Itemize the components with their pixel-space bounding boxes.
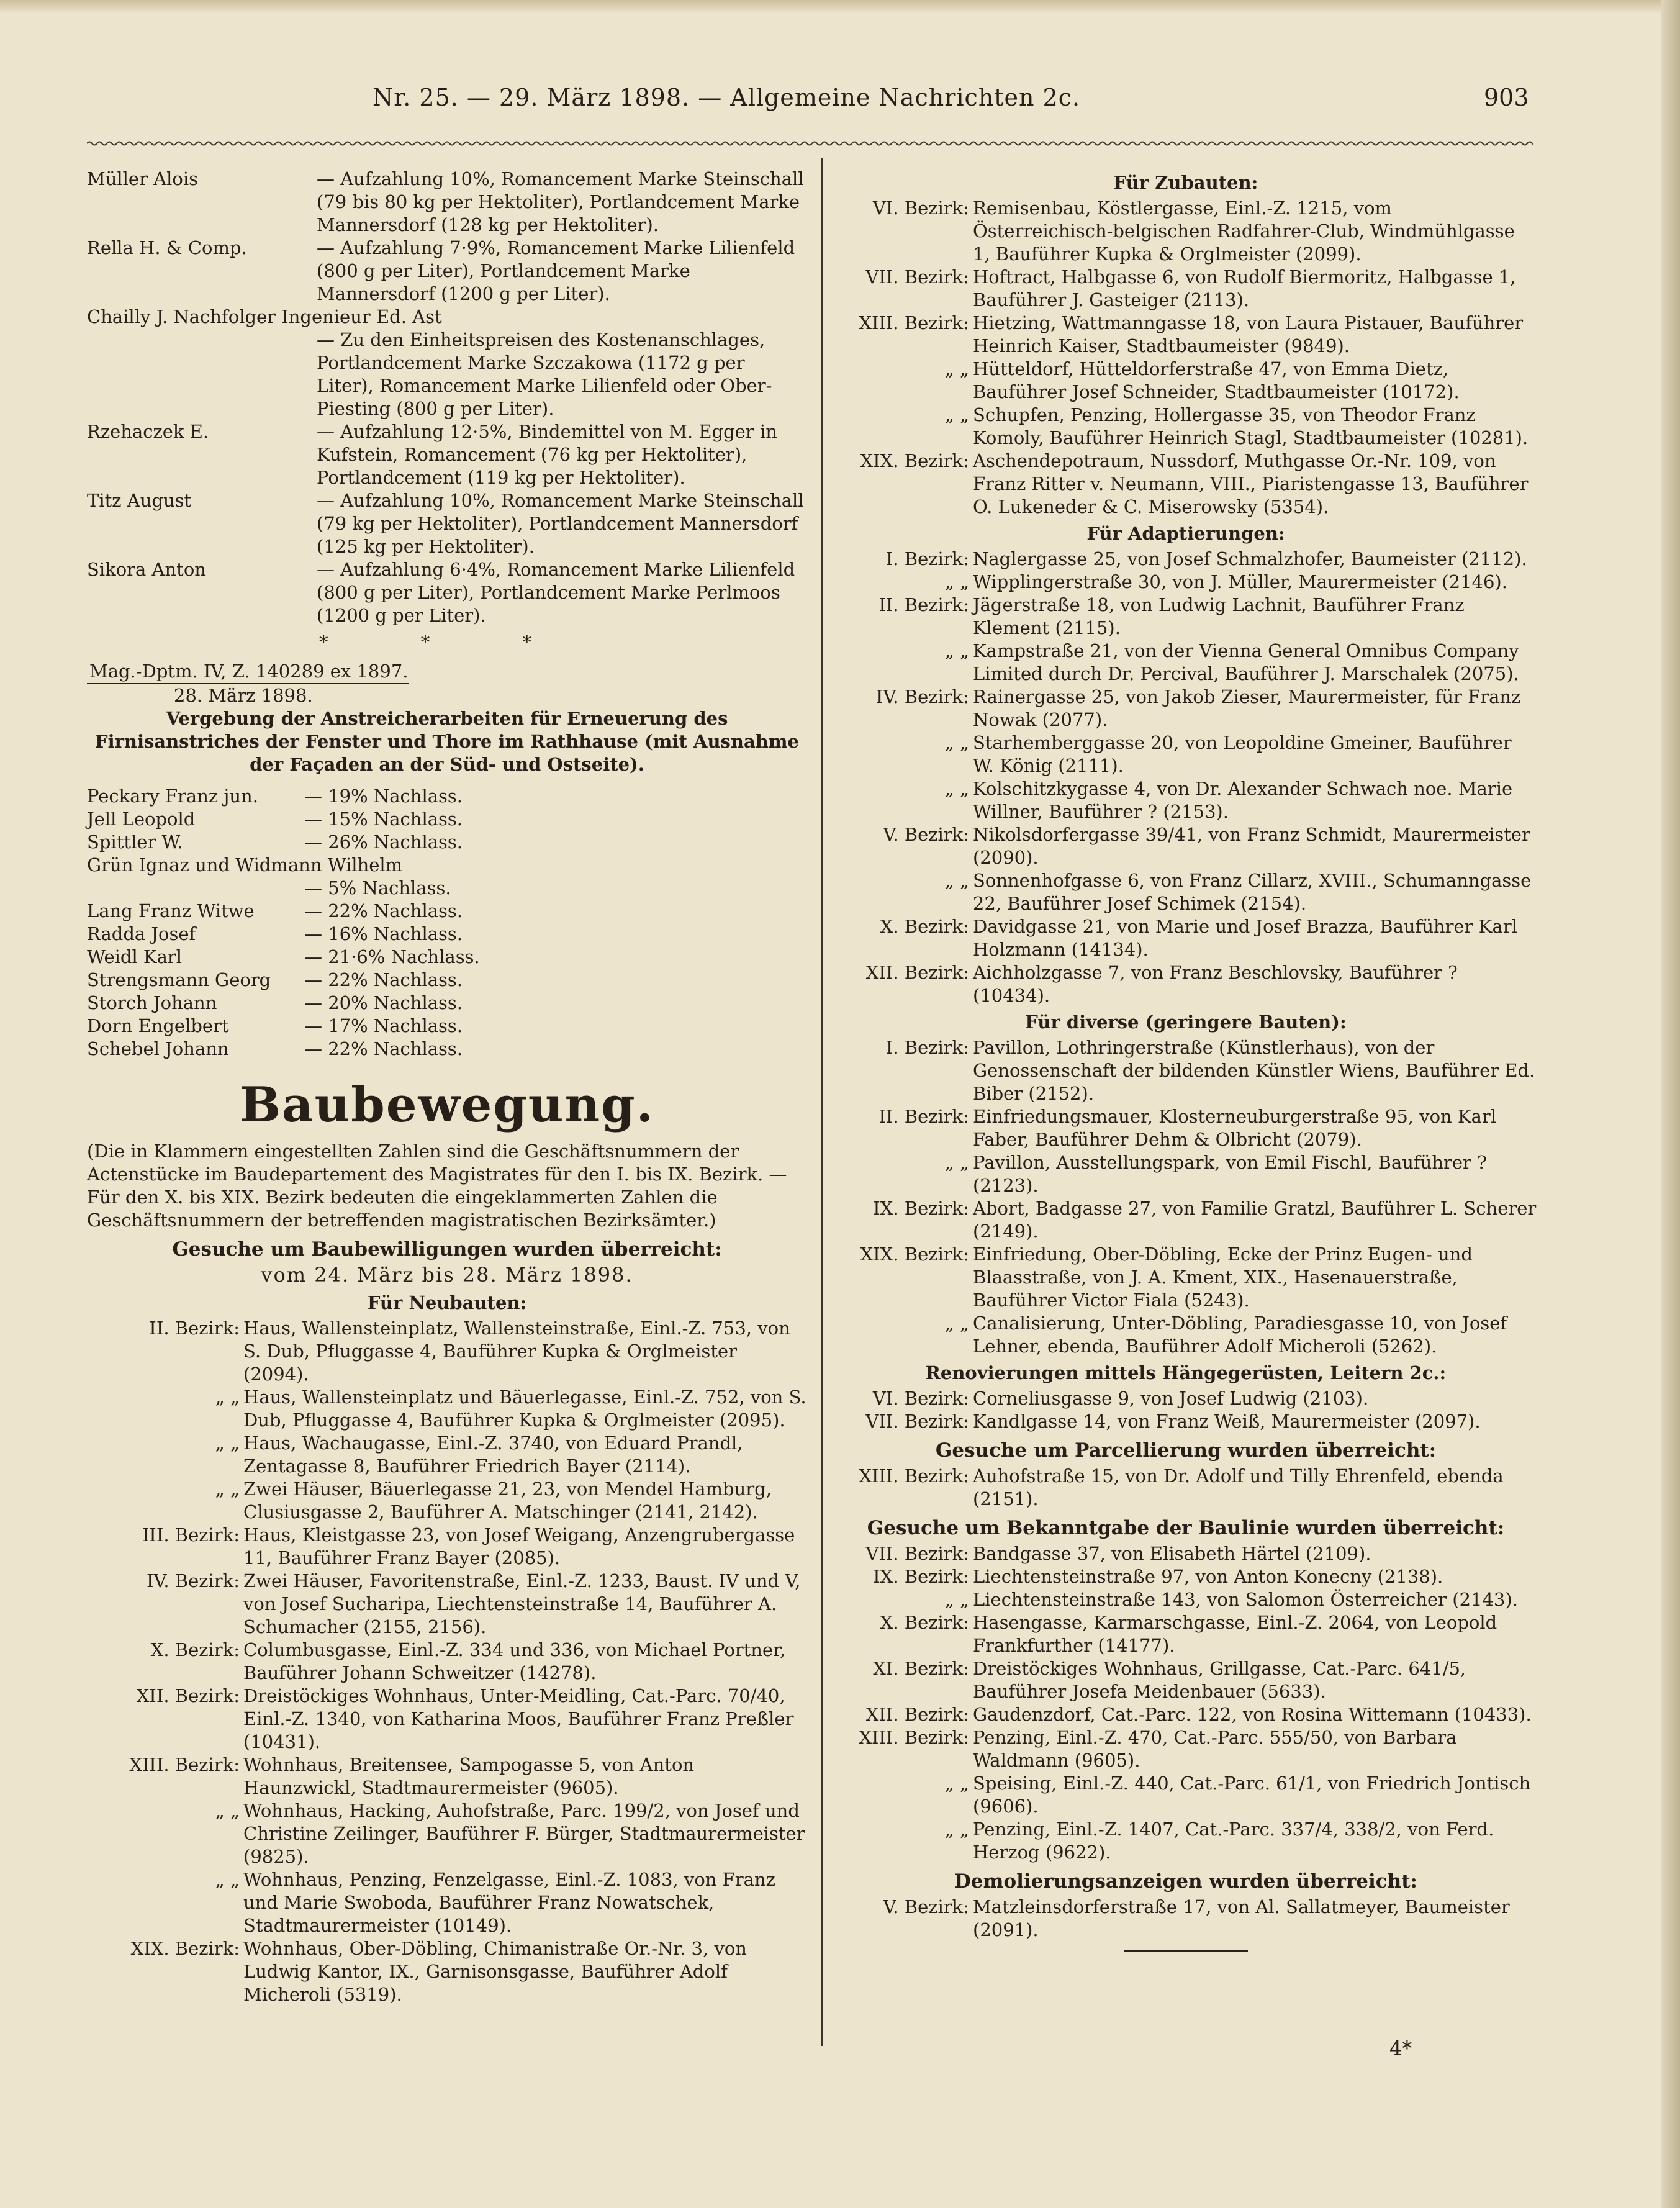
- adaptierungen-list: [835, 548, 1537, 1007]
- vergebung-heading: Vergebung der Anstreicherarbeiten für Erneuerung des Firnisanstriches der Fenster und Thore im Rathhause (mit Ausnahme der Façaden an der Süd- und Ostseite).: [95, 708, 799, 775]
- district-label: „ „: [944, 1313, 969, 1334]
- listing-entry: [835, 640, 1537, 685]
- listing-entry: [835, 312, 1537, 358]
- district-label: „ „: [215, 1478, 240, 1500]
- bid-text: — Aufzahlung 10%, Romancement Marke Steinschall (79 bis 80 kg per Hektoliter), Portlandcement Marke Mannersdorf (128 kg per Hektoliter).: [317, 168, 804, 235]
- listing-text: Hietzing, Wattmanngasse 18, von Laura Pistauer, Bauführer Heinrich Kaiser, Stadtbaumeister (9849).: [973, 312, 1524, 356]
- discount-value: — 22% Nachlass.: [304, 969, 463, 990]
- painter-name: Schebel Johann: [87, 1038, 229, 1059]
- demolierung-list: [835, 1896, 1537, 1942]
- district-label: X. Bezirk:: [150, 1639, 240, 1660]
- district-label: VII. Bezirk:: [865, 1411, 969, 1432]
- discount-entry: [87, 854, 807, 877]
- district-label: I. Bezirk:: [885, 1037, 969, 1058]
- listing-entry: [835, 1465, 1537, 1511]
- district-label: „ „: [944, 358, 969, 379]
- district-label: „ „: [944, 870, 969, 891]
- bidder-name: Müller Alois: [87, 168, 198, 189]
- district-label: XIX. Bezirk:: [130, 1938, 240, 1959]
- header-title: Nr. 25. — 29. März 1898. — Allgemeine Nachrichten 2c.: [373, 84, 1081, 111]
- listing-entry: [835, 450, 1537, 518]
- listing-entry: [835, 571, 1537, 594]
- listing-text: Sonnenhofgasse 6, von Franz Cillarz, XVIII., Schumanngasse 22, Bauführer Josef Schimek (2154).: [973, 870, 1532, 914]
- baubewegung-title: Baubewegung.: [240, 1077, 654, 1133]
- listing-text: Haus, Kleistgasse 23, von Josef Weigang, Anzengrubergasse 11, Bauführer Franz Bayer (2085).: [243, 1524, 795, 1568]
- listing-text: Gaudenzdorf, Cat.-Parc. 122, von Rosina Wittemann (10433).: [973, 1704, 1532, 1725]
- discount-value: — 20% Nachlass.: [304, 992, 463, 1013]
- reference-date: 28. März 1898.: [174, 685, 313, 706]
- bidder-name: Sikora Anton: [87, 559, 206, 580]
- district-label: XIII. Bezirk:: [129, 1754, 240, 1775]
- closing-rule: [1124, 1950, 1248, 1952]
- painter-name: Dorn Engelbert: [87, 1015, 229, 1036]
- listing-text: Rainergasse 25, von Jakob Zieser, Maurermeister, für Franz Nowak (2077).: [973, 686, 1521, 730]
- listing-entry: [87, 1570, 807, 1639]
- listing-entry: [835, 1151, 1537, 1197]
- listing-text: Wohnhaus, Hacking, Auhofstraße, Parc. 199/2, von Josef und Christine Zeilinger, Bauführer F. Bürger, Stadtmaurermeister (9825).: [243, 1800, 805, 1867]
- district-label: „ „: [944, 1152, 969, 1173]
- district-label: VII. Bezirk:: [865, 1543, 969, 1564]
- listing-text: Matzleinsdorferstraße 17, von Al. Sallatmeyer, Baumeister (2091).: [973, 1896, 1510, 1940]
- listing-text: Aschendepotraum, Nussdorf, Muthgasse Or.-Nr. 109, von Franz Ritter v. Neumann, VIII., Piaristengasse 13, Bauführer O. Lukeneder & C. Miserowsky (5354).: [973, 450, 1529, 517]
- listing-entry: [87, 1478, 807, 1524]
- listing-text: Wipplingerstraße 30, von J. Müller, Maurermeister (2146).: [973, 571, 1507, 592]
- discount-value: — 19% Nachlass.: [304, 785, 463, 807]
- discount-value: — 21·6% Nachlass.: [304, 946, 480, 967]
- listing-entry: [835, 1896, 1537, 1942]
- zubauten-list: [835, 197, 1537, 518]
- discount-value: — 16% Nachlass.: [304, 923, 463, 944]
- district-label: VI. Bezirk:: [872, 197, 969, 219]
- district-label: V. Bezirk:: [883, 824, 969, 845]
- parcellierung-heading: Gesuche um Parcellierung wurden überreicht:: [935, 1439, 1437, 1462]
- discount-entry: [87, 923, 807, 946]
- listing-entry: [835, 197, 1537, 266]
- discount-entry: [87, 946, 807, 969]
- page-top-edge: [0, 0, 1680, 14]
- listing-entry: [87, 1639, 807, 1685]
- listing-entry: [835, 915, 1537, 961]
- bid-text: — Aufzahlung 7·9%, Romancement Marke Lilienfeld (800 g per Liter), Portlandcement Marke Mannersdorf (1200 g per Liter).: [317, 237, 795, 304]
- listing-text: Kolschitzkygasse 4, von Dr. Alexander Schwach noe. Marie Willner, Bauführer ? (2153).: [973, 778, 1513, 822]
- discount-entry: [87, 1015, 807, 1038]
- painter-name: Radda Josef: [87, 923, 196, 944]
- listing-text: Kandlgasse 14, von Franz Weiß, Maurermeister (2097).: [973, 1411, 1481, 1432]
- listing-entry: [835, 1410, 1537, 1433]
- listing-text: Bandgasse 37, von Elisabeth Härtel (2109).: [973, 1543, 1371, 1564]
- listing-entry: [835, 1542, 1537, 1565]
- discount-entry: [87, 992, 807, 1015]
- listing-text: Schupfen, Penzing, Hollergasse 35, von Theodor Franz Komoly, Bauführer Heinrich Stagl, Stadtbaumeister (10281).: [973, 404, 1529, 448]
- listing-entry: [835, 266, 1537, 312]
- listing-text: Aichholzgasse 7, von Franz Beschlovsky, Bauführer ? (10434).: [973, 962, 1458, 1006]
- bid-text: — Aufzahlung 6·4%, Romancement Marke Lilienfeld (800 g per Liter), Portlandcement Marke Perlmoos (1200 g per Liter).: [317, 559, 795, 626]
- district-label: XIII. Bezirk:: [859, 1465, 969, 1486]
- listing-entry: [835, 404, 1537, 450]
- listing-entry: [835, 1588, 1537, 1611]
- district-label: II. Bezirk:: [149, 1318, 240, 1339]
- listing-text: Dreistöckiges Wohnhaus, Grillgasse, Cat.-Parc. 641/5, Bauführer Josefa Meidenbauer (5633).: [973, 1658, 1466, 1702]
- district-label: „ „: [215, 1387, 240, 1408]
- painter-name: Strengsmann Georg: [87, 969, 271, 990]
- discount-value: — 22% Nachlass.: [304, 900, 463, 921]
- listing-entry: [87, 1386, 807, 1432]
- listing-entry: [87, 1685, 807, 1753]
- district-label: „ „: [944, 640, 969, 661]
- listing-text: Wohnhaus, Penzing, Fenzelgasse, Einl.-Z. 1083, von Franz und Marie Swoboda, Bauführer Franz Nowatschek, Stadtmaurermeister (10149).: [243, 1869, 775, 1936]
- district-label: XIII. Bezirk:: [859, 312, 969, 333]
- listing-entry: [835, 1243, 1537, 1312]
- listing-text: Liechtensteinstraße 97, von Anton Konecny (2138).: [973, 1566, 1443, 1587]
- district-label: XII. Bezirk:: [865, 962, 969, 983]
- gesuche-heading: Gesuche um Baubewilligungen wurden überreicht:: [172, 1238, 722, 1260]
- district-label: „ „: [944, 1773, 969, 1794]
- district-label: „ „: [944, 404, 969, 425]
- bid-text: — Zu den Einheitspreisen des Kostenanschlages, Portlandcement Marke Szczakowa (1172 g per Liter), Romancement Marke Lilienfeld oder Ober-Piesting (800 g per Liter).: [317, 329, 772, 419]
- listing-text: Speising, Einl.-Z. 440, Cat.-Parc. 61/1, von Friedrich Jontisch (9606).: [973, 1773, 1531, 1817]
- district-label: VII. Bezirk:: [865, 266, 969, 287]
- district-label: „ „: [944, 732, 969, 753]
- discount-entry: [87, 969, 807, 992]
- listing-text: Auhofstraße 15, von Dr. Adolf und Tilly Ehrenfeld, ebenda (2151).: [973, 1465, 1504, 1509]
- discount-entry: [87, 785, 807, 808]
- listing-entry: [835, 869, 1537, 915]
- renovierungen-heading: Renovierungen mittels Hängegerüsten, Leitern 2c.:: [925, 1362, 1447, 1383]
- district-label: „ „: [215, 1800, 240, 1821]
- painter-name: Spittler W.: [87, 831, 183, 853]
- district-label: II. Bezirk:: [878, 1106, 969, 1127]
- neubauten-heading: Für Neubauten:: [367, 1292, 527, 1313]
- listing-entry: [835, 685, 1537, 731]
- listing-text: Kampstraße 21, von der Vienna General Omnibus Company Limited durch Dr. Percival, Bauführer J. Marschalek (2075).: [973, 640, 1519, 684]
- listing-text: Canalisierung, Unter-Döbling, Paradiesgasse 10, von Josef Lehner, ebenda, Bauführer Adolf Micheroli (5262).: [973, 1313, 1507, 1357]
- painter-name: Weidl Karl: [87, 946, 183, 967]
- listing-text: Haus, Wallensteinplatz, Wallensteinstraße, Einl.-Z. 753, von S. Dub, Pfluggasse 4, Bauführer Kupka & Orglmeister (2094).: [243, 1318, 790, 1385]
- painter-name: Lang Franz Witwe: [87, 900, 255, 921]
- sheet-signature: 4*: [1389, 2037, 1412, 2060]
- column-separator: [821, 158, 823, 2046]
- parcellierung-list: [835, 1465, 1537, 1511]
- district-label: IV. Bezirk:: [876, 686, 969, 707]
- painter-name: Grün Ignaz und Widmann Wilhelm: [87, 854, 403, 876]
- award-entry: [87, 237, 807, 305]
- bidder-name: Rella H. & Comp.: [87, 237, 247, 258]
- listing-entry: [835, 594, 1537, 640]
- page-number: 903: [1484, 84, 1529, 111]
- listing-text: Pavillon, Lothringerstraße (Künstlerhaus), von der Genossenschaft der bildenden Künstler Wiens, Bauführer Ed. Biber (2152).: [973, 1037, 1535, 1104]
- district-label: „ „: [944, 1819, 969, 1840]
- discount-value: [402, 854, 807, 877]
- renovierungen-list: [835, 1387, 1537, 1433]
- listing-text: Haus, Wachaugasse, Einl.-Z. 3740, von Eduard Prandl, Zentagasse 8, Bauführer Friedrich Bayer (2114).: [243, 1432, 743, 1477]
- listing-entry: [87, 1524, 807, 1570]
- listing-text: Dreistöckiges Wohnhaus, Unter-Meidling, Cat.-Parc. 70/40, Einl.-Z. 1340, von Katharina Moos, Bauführer Franz Preßler (10431).: [243, 1685, 794, 1752]
- listing-entry: [835, 1036, 1537, 1105]
- listing-text: Jägerstraße 18, von Ludwig Lachnit, Bauführer Franz Klement (2115).: [973, 594, 1465, 638]
- award-entry: [87, 420, 807, 489]
- award-entry: [87, 305, 807, 420]
- district-label: „ „: [944, 778, 969, 799]
- discount-entry: [87, 877, 807, 900]
- listing-entry: [87, 1432, 807, 1478]
- listing-text: Haus, Wallensteinplatz und Bäuerlegasse, Einl.-Z. 752, von S. Dub, Pfluggasse 4, Bauführer Kupka & Orglmeister (2095).: [243, 1387, 806, 1431]
- listing-entry: [835, 1611, 1537, 1657]
- listing-text: Liechtensteinstraße 143, von Salomon Österreicher (2143).: [973, 1589, 1518, 1610]
- listing-text: Hoftract, Halbgasse 6, von Rudolf Biermoritz, Halbgasse 1, Bauführer J. Gasteiger (2113).: [973, 266, 1516, 310]
- date-range: vom 24. März bis 28. März 1898.: [261, 1263, 633, 1287]
- listing-text: Wohnhaus, Ober-Döbling, Chimanistraße Or.-Nr. 3, von Ludwig Kantor, IX., Garnisonsgasse, Bauführer Adolf Micheroli (5319).: [243, 1938, 747, 2005]
- discount-value: — 15% Nachlass.: [304, 808, 463, 830]
- district-label: IX. Bezirk:: [873, 1566, 969, 1587]
- zubauten-heading: Für Zubauten:: [1113, 172, 1258, 193]
- listing-text: Einfriedung, Ober-Döbling, Ecke der Prinz Eugen- und Blaasstraße, von J. A. Kment, XIX., Hasenauerstraße, Bauführer Victor Fiala (5243).: [973, 1244, 1473, 1311]
- baubewegung-note: (Die in Klammern eingestellten Zahlen sind die Geschäftsnummern der Actenstücke im Baudepartement des Magistrates für den I. bis IX. Bezirk. — Für den X. bis XIX. Bezirk bedeuten die eingeklammerten Zahlen die Geschäftsnummern der betreffenden magistratischen Bezirksämter.): [87, 1141, 787, 1231]
- listing-text: Hasengasse, Karmarschgasse, Einl.-Z. 2064, von Leopold Frankfurther (14177).: [973, 1612, 1497, 1656]
- magistrate-reference: Mag.-Dptm. IV, Z. 140289 ex 1897.: [87, 660, 409, 684]
- right-column: [835, 168, 1537, 1952]
- painter-name: Storch Johann: [87, 992, 217, 1013]
- district-label: „ „: [215, 1432, 240, 1454]
- listing-entry: [835, 1387, 1537, 1410]
- listing-entry: [835, 1565, 1537, 1588]
- listing-text: Abort, Badgasse 27, von Familie Gratzl, Bauführer L. Scherer (2149).: [973, 1198, 1537, 1242]
- listing-text: Einfriedungsmauer, Klosterneuburgerstraße 95, von Karl Faber, Bauführer Dehm & Olbricht (2079).: [973, 1106, 1497, 1150]
- listing-text: Zwei Häuser, Bäuerlegasse 21, 23, von Mendel Hamburg, Clusiusgasse 2, Bauführer A. Matschinger (2141, 2142).: [243, 1478, 772, 1523]
- discount-value: — 5% Nachlass.: [304, 877, 451, 898]
- bid-text: — Aufzahlung 12·5%, Bindemittel von M. Egger in Kufstein, Romancement (76 kg per Hektoliter), Portlandcement (119 kg per Hektoliter).: [317, 421, 777, 488]
- baulinie-heading: Gesuche um Bekanntgabe der Baulinie wurden überreicht:: [867, 1517, 1505, 1539]
- listing-text: Corneliusgasse 9, von Josef Ludwig (2103).: [973, 1388, 1369, 1409]
- painter-name: Jell Leopold: [87, 808, 196, 830]
- district-label: XII. Bezirk:: [136, 1685, 240, 1706]
- demolierung-heading: Demolierungsanzeigen wurden überreicht:: [954, 1870, 1417, 1893]
- left-column: [87, 168, 807, 2006]
- discount-entry: [87, 808, 807, 831]
- listing-entry: [87, 1317, 807, 1386]
- diverse-heading: Für diverse (geringere Bauten):: [1025, 1011, 1347, 1033]
- listing-text: Columbusgasse, Einl.-Z. 334 und 336, von Michael Portner, Bauführer Johann Schweitzer (14278).: [243, 1639, 786, 1683]
- listing-text: Remisenbau, Köstlergasse, Einl.-Z. 1215, vom Österreichisch-belgischen Radfahrer-Club, Windmühlgasse 1, Bauführer Kupka & Orglmeister (2099).: [973, 197, 1515, 265]
- neubauten-list: [87, 1317, 807, 2006]
- district-label: „ „: [215, 1869, 240, 1890]
- bid-text: — Aufzahlung 10%, Romancement Marke Steinschall (79 kg per Hektoliter), Portlandcement Mannersdorf (125 kg per Hektoliter).: [317, 490, 804, 557]
- listing-entry: [835, 1197, 1537, 1243]
- section-stars: * * *: [319, 631, 575, 653]
- listing-entry: [87, 1868, 807, 1937]
- district-label: V. Bezirk:: [883, 1896, 969, 1917]
- district-label: XIII. Bezirk:: [859, 1727, 969, 1748]
- district-label: IV. Bezirk:: [147, 1570, 240, 1591]
- award-entry: [87, 168, 807, 237]
- diverse-list: [835, 1036, 1537, 1358]
- district-label: „ „: [944, 571, 969, 592]
- district-label: XIX. Bezirk:: [860, 450, 969, 471]
- listing-entry: [835, 548, 1537, 571]
- discount-value: — 22% Nachlass.: [304, 1038, 463, 1059]
- adaptierungen-heading: Für Adaptierungen:: [1086, 523, 1285, 544]
- painter-name: Peckary Franz jun.: [87, 785, 258, 807]
- discount-value: — 17% Nachlass.: [304, 1015, 463, 1036]
- listing-entry: [835, 1703, 1537, 1726]
- district-label: „ „: [944, 1589, 969, 1610]
- listing-entry: [835, 1312, 1537, 1358]
- district-label: XII. Bezirk:: [865, 1704, 969, 1725]
- listing-text: Hütteldorf, Hütteldorferstraße 47, von Emma Dietz, Bauführer Josef Schneider, Stadtbaumeister (10172).: [973, 358, 1460, 402]
- listing-entry: [835, 1772, 1537, 1818]
- baulinie-list: [835, 1542, 1537, 1864]
- district-label: VI. Bezirk:: [872, 1388, 969, 1409]
- discount-entry: [87, 831, 807, 854]
- listing-entry: [835, 1818, 1537, 1864]
- listing-text: Wohnhaus, Breitensee, Sampogasse 5, von Anton Haunzwickl, Stadtmaurermeister (9605).: [243, 1754, 695, 1798]
- listing-entry: [835, 961, 1537, 1007]
- listing-text: Penzing, Einl.-Z. 470, Cat.-Parc. 555/50, von Barbara Waldmann (9605).: [973, 1727, 1457, 1771]
- listing-text: Pavillon, Ausstellungspark, von Emil Fischl, Bauführer ? (2123).: [973, 1152, 1487, 1196]
- discount-entry: [87, 900, 807, 923]
- listing-entry: [835, 731, 1537, 777]
- discount-list: [87, 785, 807, 1061]
- listing-text: Penzing, Einl.-Z. 1407, Cat.-Parc. 337/4, 338/2, von Ferd. Herzog (9622).: [973, 1819, 1494, 1863]
- page-header: [0, 84, 1680, 121]
- district-label: X. Bezirk:: [880, 916, 969, 937]
- district-label: III. Bezirk:: [142, 1524, 240, 1545]
- listing-entry: [87, 1753, 807, 1799]
- award-entry: [87, 489, 807, 558]
- header-wavy-rule: [87, 139, 1533, 148]
- painter-name: [87, 877, 304, 900]
- award-entry: [87, 558, 807, 627]
- district-label: X. Bezirk:: [880, 1612, 969, 1633]
- listing-text: Zwei Häuser, Favoritenstraße, Einl.-Z. 1233, Baust. IV und V, von Josef Sucharipa, Liechtensteinstraße 14, Bauführer A. Schumacher (2155, 2156).: [243, 1570, 801, 1637]
- listing-entry: [835, 777, 1537, 823]
- listing-text: Starhemberggasse 20, von Leopoldine Gmeiner, Bauführer W. König (2111).: [973, 732, 1512, 776]
- listing-entry: [835, 1726, 1537, 1772]
- listing-entry: [835, 1105, 1537, 1151]
- bidder-name: Rzehaczek E.: [87, 421, 209, 442]
- listing-entry: [87, 1937, 807, 2006]
- bidder-name: Titz August: [87, 490, 192, 511]
- listing-text: Nikolsdorfergasse 39/41, von Franz Schmidt, Maurermeister (2090).: [973, 824, 1530, 868]
- district-label: XIX. Bezirk:: [860, 1244, 969, 1265]
- discount-value: — 26% Nachlass.: [304, 831, 463, 853]
- listing-entry: [87, 1799, 807, 1868]
- discount-entry: [87, 1038, 807, 1061]
- listing-entry: [835, 823, 1537, 869]
- listing-text: Naglergasse 25, von Josef Schmalzhofer, Baumeister (2112).: [973, 548, 1527, 569]
- award-list: [87, 168, 807, 627]
- district-label: I. Bezirk:: [885, 548, 969, 569]
- listing-text: Davidgasse 21, von Marie und Josef Brazza, Bauführer Karl Holzmann (14134).: [973, 916, 1517, 960]
- bidder-name: Chailly J. Nachfolger Ingenieur Ed. Ast: [87, 306, 442, 327]
- district-label: II. Bezirk:: [878, 594, 969, 615]
- page-right-edge: [1661, 0, 1680, 2208]
- district-label: XI. Bezirk:: [873, 1658, 969, 1679]
- listing-entry: [835, 1657, 1537, 1703]
- district-label: IX. Bezirk:: [873, 1198, 969, 1219]
- listing-entry: [835, 358, 1537, 404]
